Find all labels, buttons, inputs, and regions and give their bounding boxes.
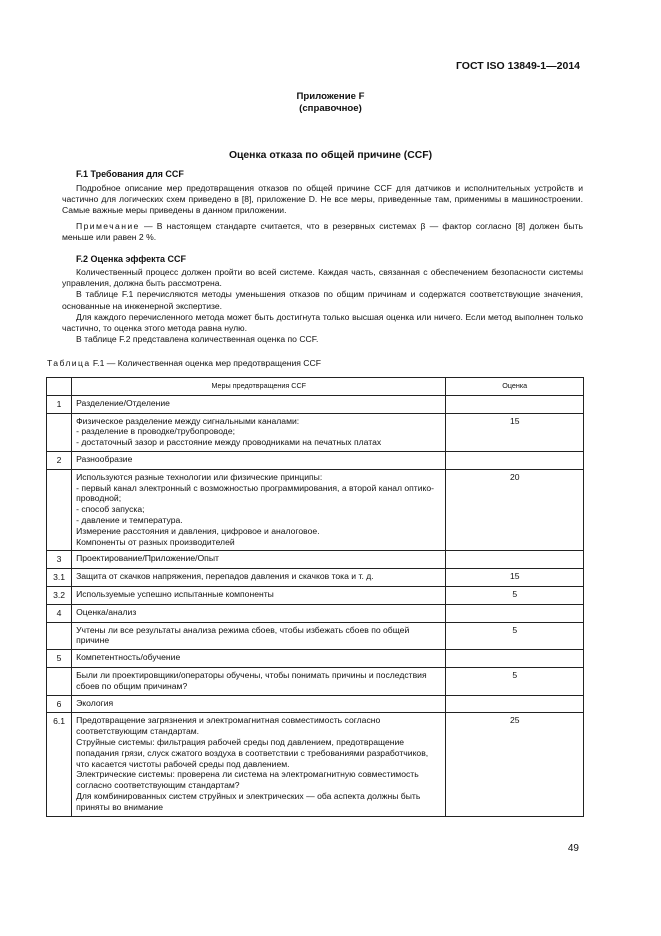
ccf-measures-table (46, 377, 584, 817)
standard-designation: ГОСТ ISO 13849-1—2014 (455, 60, 580, 72)
row-measure-cell: Используемые успешно испытанные компоненты (72, 586, 446, 604)
note-text: — В настоящем стандарте считается, что в резервных системах β — фактор согласно [8] должен быть меньше или равен 2 %. (62, 220, 583, 242)
header-score-cell: Оценка (446, 378, 584, 396)
row-measure-cell: Были ли проектировщики/операторы обучены, чтобы понимать причины и последствия сбоев по общим причинам? (72, 667, 446, 695)
page-title: Оценка отказа по общей причине (CCF) (228, 150, 433, 161)
table-header-row (47, 378, 584, 396)
row-score-cell: 20 (446, 469, 584, 551)
row-number-cell: 4 (47, 604, 72, 622)
appendix-subtitle: (справочное) (299, 103, 362, 114)
section-f2-paragraph: В таблице F.1 перечисляются методы уменьшения отказов по общим причинам и содержатся соответствующие значения, основанные на инженерной экспертизе. (62, 289, 583, 311)
row-number-cell (47, 413, 72, 451)
table-caption-text: F.1 — Количественная оценка мер предотвращения CCF (90, 358, 321, 368)
row-measure-cell: Экология (72, 695, 446, 713)
table-row (47, 395, 584, 413)
section-f1-paragraph: Подробное описание мер предотвращения отказов по общей причине CCF для датчиков и исполнительных устройств и частично для логических схем приведено в [8], приложение D. Не все меры, приведенные там, применимы в машиностроении. Самые важные меры приведены в данном приложении. (62, 183, 583, 216)
section-f2-paragraph: Для каждого перечисленного метода может быть достигнута только высшая оценка или ничего. Если метод выполнен только частично, то оценка этого метода равна нулю. (62, 311, 583, 334)
row-number-cell: 3 (47, 551, 72, 569)
row-number-cell: 6.1 (47, 713, 72, 816)
appendix-heading (0, 91, 661, 115)
table-row (47, 695, 584, 713)
table-row (47, 650, 584, 668)
table-row (47, 622, 584, 650)
row-measure-cell: Предотвращение загрязнения и электромагнитная совместимость согласно соответствующим стандартам. Струйные системы: фильтрация рабочей среды под давлением, предотвращение попадания грязи, слуск сжатого воздуха в соответствии с требованиями разработчиков, что касается чистоты рабочей среды под давлением. Электрические системы: проверена ли система на электромагнитную совместимость согласно соответствующим стандартам? Для комбинированных систем струйных и электрических — оба аспекта должны быть приняты во внимание (72, 713, 446, 816)
row-number-cell: 6 (47, 695, 72, 713)
section-f2-paragraph: Количественный процесс должен пройти во всей системе. Каждая часть, связанная с обеспечением безопасности системы управления, должна быть рассмотрена. (62, 267, 583, 289)
section-f2-body (62, 267, 583, 345)
row-measure-cell: Физическое разделение между сигнальными каналами: - разделение в проводке/трубопроводе; - достаточный зазор и расстояние между проводниками на печатных платах (72, 413, 446, 451)
header-num-cell (47, 378, 72, 396)
row-measure-cell: Разнообразие (72, 451, 446, 469)
row-score-cell: 5 (446, 622, 584, 650)
row-number-cell (47, 469, 72, 551)
row-score-cell: 5 (446, 667, 584, 695)
table-row (47, 413, 584, 451)
row-measure-cell: Учтены ли все результаты анализа режима сбоев, чтобы избежать сбоев по общей причине (72, 622, 446, 650)
section-f1-note (62, 221, 583, 243)
table-row (47, 604, 584, 622)
row-score-cell (446, 695, 584, 713)
table-row (47, 586, 584, 604)
table-caption (47, 358, 321, 368)
row-measure-cell: Защита от скачков напряжения, перепадов давления и скачков тока и т. д. (72, 569, 446, 587)
row-measure-cell: Проектирование/Приложение/Опыт (72, 551, 446, 569)
section-f1-body (62, 183, 583, 243)
row-measure-cell: Используются разные технологии или физические принципы: - первый канал электронный с возможностью программирования, а второй канал оптико-проводной; - способ запуска; - давление и температура. Измерение расстояния и давления, цифровое и аналоговое. Компоненты от разных производителей (72, 469, 446, 551)
page-number: 49 (567, 843, 579, 854)
row-score-cell: 15 (446, 413, 584, 451)
row-score-cell (446, 551, 584, 569)
table-row (47, 569, 584, 587)
row-measure-cell: Оценка/анализ (72, 604, 446, 622)
table-row (47, 551, 584, 569)
row-number-cell: 1 (47, 395, 72, 413)
row-score-cell: 25 (446, 713, 584, 816)
row-number-cell: 3.1 (47, 569, 72, 587)
note-label: Примечание (76, 220, 140, 231)
row-score-cell (446, 650, 584, 668)
table-row (47, 469, 584, 551)
table-caption-label: Таблица (47, 358, 91, 368)
row-number-cell (47, 622, 72, 650)
section-f2-heading: F.2 Оценка эффекта CCF (76, 254, 187, 264)
row-score-cell: 5 (446, 586, 584, 604)
table-body (47, 395, 584, 816)
section-f1-heading: F.1 Требования для CCF (76, 169, 184, 179)
row-number-cell: 5 (47, 650, 72, 668)
section-f2-paragraph: В таблице F.2 представлена количественная оценка по CCF. (76, 334, 319, 345)
header-measures-cell: Меры предотвращения CCF (72, 378, 446, 396)
appendix-title: Приложение F (296, 91, 365, 102)
row-number-cell: 2 (47, 451, 72, 469)
row-number-cell (47, 667, 72, 695)
row-score-cell: 15 (446, 569, 584, 587)
row-measure-cell: Разделение/Отделение (72, 395, 446, 413)
row-score-cell (446, 451, 584, 469)
row-score-cell (446, 395, 584, 413)
table-row (47, 451, 584, 469)
row-measure-cell: Компетентность/обучение (72, 650, 446, 668)
row-number-cell: 3.2 (47, 586, 72, 604)
table-row (47, 713, 584, 816)
table-row (47, 667, 584, 695)
row-score-cell (446, 604, 584, 622)
